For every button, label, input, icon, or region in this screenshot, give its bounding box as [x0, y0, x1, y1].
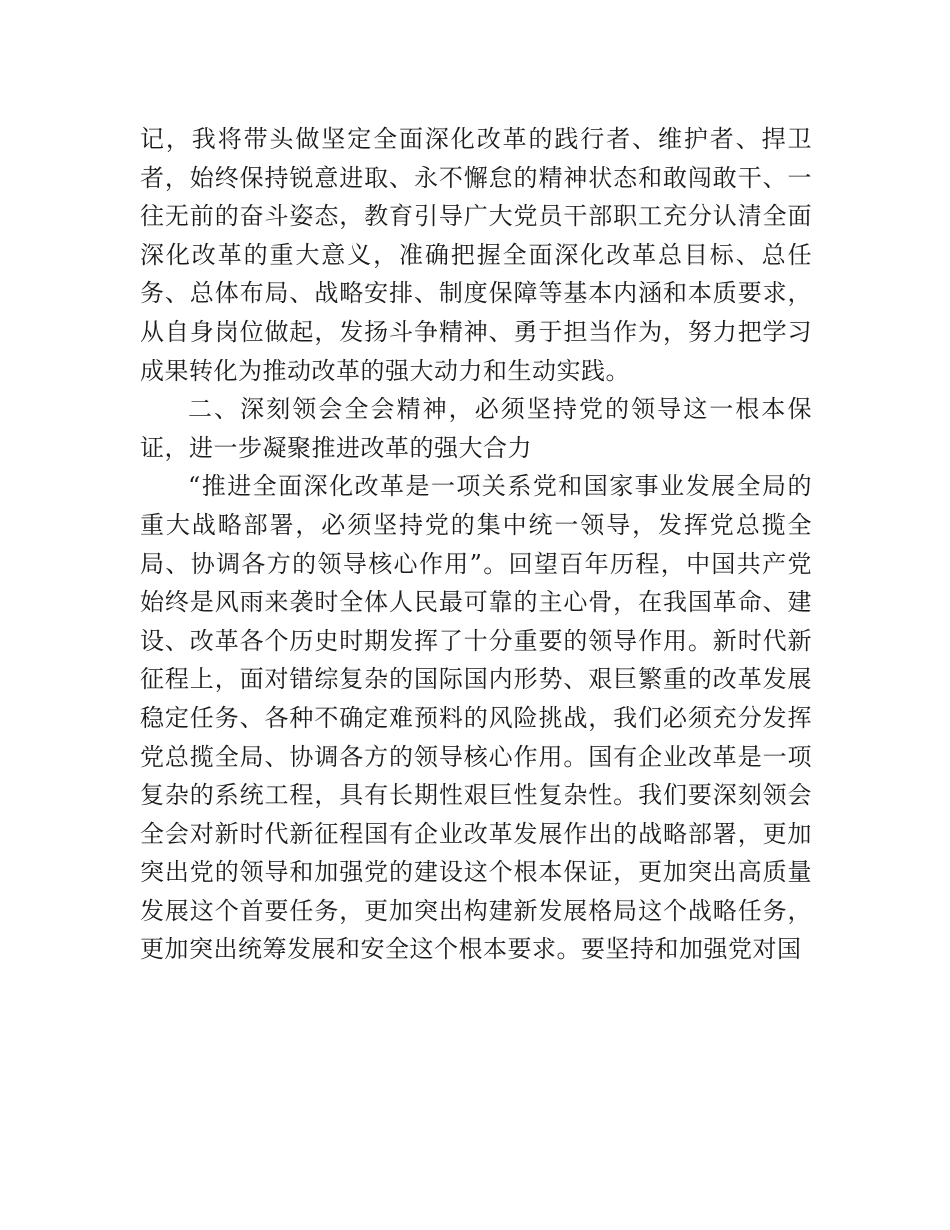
- paragraph-body: “推进全面深化改革是一项关系党和国家事业发展全局的重大战略部署，必须坚持党的集中统一领导，发挥党总揽全局、协调各方的领导核心作用”。回望百年历程，中国共产党始终是风雨来袭时全体人民最可靠的主心骨，在我国革命、建设、改革各个历史时期发挥了十分重要的领导作用。新时代新征程上，面对错综复杂的国际国内形势、艰巨繁重的改革发展稳定任务、各种不确定难预料的风险挑战，我们必须充分发挥党总揽全局、协调各方的领导核心作用。国有企业改革是一项复杂的系统工程，具有长期性艰巨性复杂性。我们要深刻领会全会对新时代新征程国有企业改革发展作出的战略部署，更加突出党的领导和加强党的建设这个根本保证，更加突出高质量发展这个首要任务，更加突出构建新发展格局这个战略任务，更加突出统筹发展和安全这个根本要求。要坚持和加强党对国: [140, 472, 812, 964]
- paragraph-continuation: 记，我将带头做坚定全面深化改革的践行者、维护者、捍卫者，始终保持锐意进取、永不懈怠的精神状态和敢闯敢干、一往无前的奋斗姿态，教育引导广大党员干部职工充分认清全面深化改革的重大意义，准确把握全面深化改革总目标、总任务、总体布局、战略安排、制度保障等基本内涵和本质要求，从自身岗位做起，发扬斗争精神、勇于担当作为，努力把学习成果转化为推动改革的强大动力和生动实践。: [140, 125, 812, 385]
- section-heading: 二、深刻领会全会精神，必须坚持党的领导这一根本保证，进一步凝聚推进改革的强大合力: [140, 395, 812, 462]
- document-page: [140, 120, 812, 969]
